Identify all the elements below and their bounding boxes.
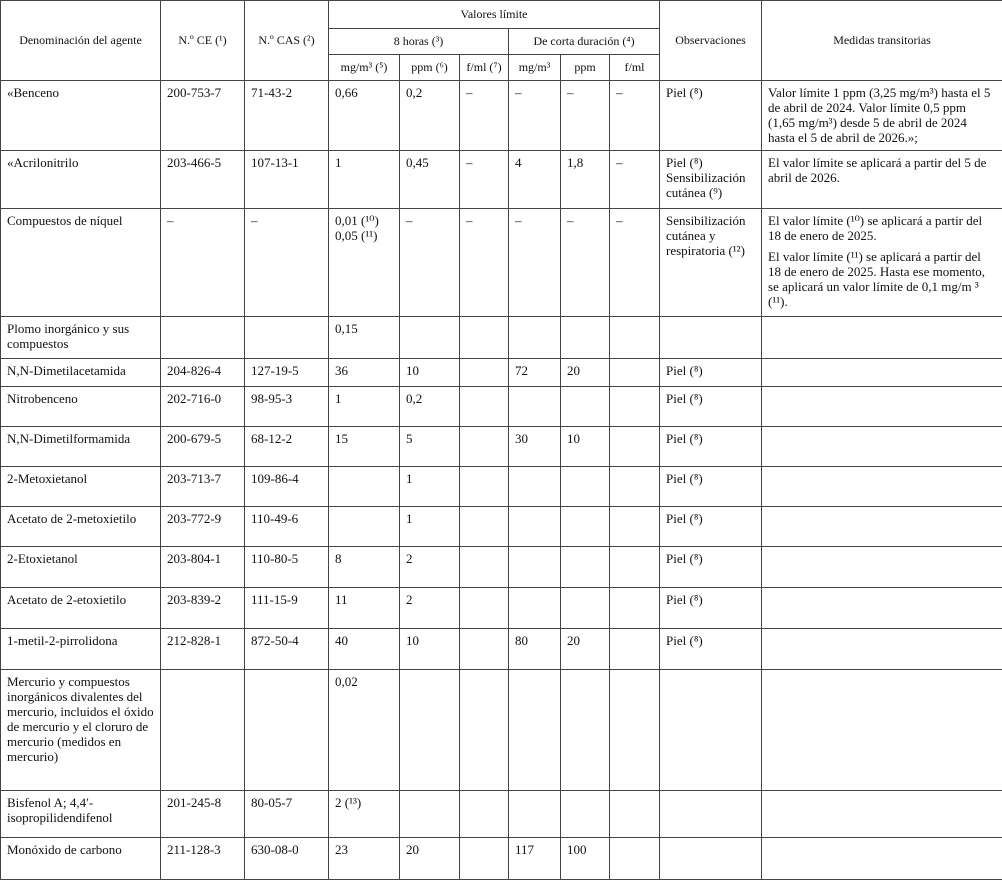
cell-trans	[762, 467, 1002, 507]
cell-ppmst: 20	[561, 359, 610, 387]
cell-obs: Piel (⁸)	[660, 629, 762, 670]
cell-ppm8	[400, 791, 460, 838]
cell-fmlst	[610, 670, 660, 791]
cell-agent: 2-Etoxietanol	[1, 547, 161, 588]
cell-agent: Plomo inorgánico y sus compuestos	[1, 317, 161, 359]
table-row	[1, 427, 1002, 467]
cell-fml8	[460, 588, 509, 629]
cell-ppmst: 1,8	[561, 151, 610, 209]
cell-mg8: 0,02	[329, 670, 400, 791]
cell-cas	[245, 670, 329, 791]
cell-ppm8: 10	[400, 359, 460, 387]
cell-mgst: –	[509, 209, 561, 317]
cell-ppm8: 2	[400, 547, 460, 588]
cell-cas: 111-15-9	[245, 588, 329, 629]
cell-ppmst	[561, 547, 610, 588]
cell-mg8: 15	[329, 427, 400, 467]
cell-ppm8: 0,2	[400, 387, 460, 427]
cell-agent: Bisfenol A; 4,4′-isopropilidendifenol	[1, 791, 161, 838]
cell-mgst	[509, 588, 561, 629]
table-row	[1, 838, 1002, 880]
cell-agent: N,N-Dimetilformamida	[1, 427, 161, 467]
table-row	[1, 547, 1002, 588]
cell-obs: Sensibilización cutánea y respiratoria (¹²)	[660, 209, 762, 317]
cell-cas: 109-86-4	[245, 467, 329, 507]
cell-ppmst	[561, 588, 610, 629]
cell-agent: Acetato de 2-metoxietilo	[1, 507, 161, 547]
cell-mg8: 1	[329, 151, 400, 209]
cell-ppm8: 0,45	[400, 151, 460, 209]
cell-mg8: 8	[329, 547, 400, 588]
cell-cas: 80-05-7	[245, 791, 329, 838]
cell-fml8: –	[460, 209, 509, 317]
cell-cas: 630-08-0	[245, 838, 329, 880]
cell-fmlst	[610, 387, 660, 427]
transitional-note: El valor límite (¹⁰) se aplicará a partir del 18 de enero de 2025.	[768, 213, 983, 243]
cell-ce: 203-804-1	[161, 547, 245, 588]
cell-obs: Piel (⁸)	[660, 359, 762, 387]
cell-fml8	[460, 507, 509, 547]
cell-mgst: 30	[509, 427, 561, 467]
cell-ppmst	[561, 670, 610, 791]
cell-trans	[762, 427, 1002, 467]
cell-mg8: 2 (¹³)	[329, 791, 400, 838]
header-observations: Observaciones	[660, 1, 762, 81]
cell-ppmst	[561, 387, 610, 427]
cell-trans: El valor límite se aplicará a partir del 5 de abril de 2026.	[762, 151, 1002, 209]
cell-mg8	[329, 467, 400, 507]
table-row	[1, 588, 1002, 629]
cell-trans	[762, 670, 1002, 791]
cell-obs	[660, 670, 762, 791]
cell-fmlst	[610, 427, 660, 467]
cell-agent: «Benceno	[1, 81, 161, 151]
cell-obs: Piel (⁸)	[660, 427, 762, 467]
table-row	[1, 791, 1002, 838]
cell-obs	[660, 317, 762, 359]
cell-agent: «Acrilonitrilo	[1, 151, 161, 209]
cell-ce: 200-753-7	[161, 81, 245, 151]
cell-mg8: 0,15	[329, 317, 400, 359]
table-row	[1, 209, 1002, 317]
cell-obs: Piel (⁸)	[660, 387, 762, 427]
cell-mgst	[509, 791, 561, 838]
cell-ppmst: 10	[561, 427, 610, 467]
table-row	[1, 359, 1002, 387]
cell-mg8: 0,66	[329, 81, 400, 151]
cell-ppm8	[400, 317, 460, 359]
cell-agent: N,N-Dimetilacetamida	[1, 359, 161, 387]
cell-trans	[762, 317, 1002, 359]
header-mgst: mg/m³	[509, 55, 561, 81]
table-row	[1, 81, 1002, 151]
cell-mgst	[509, 507, 561, 547]
cell-obs	[660, 791, 762, 838]
cell-obs: Piel (⁸)	[660, 467, 762, 507]
cell-ppmst: –	[561, 81, 610, 151]
header-mg8: mg/m³ (⁵)	[329, 55, 400, 81]
cell-trans	[762, 791, 1002, 838]
cell-mgst	[509, 387, 561, 427]
cell-ppm8: –	[400, 209, 460, 317]
cell-obs: Piel (⁸)	[660, 507, 762, 547]
cell-fmlst	[610, 629, 660, 670]
cell-ppmst: 20	[561, 629, 610, 670]
cell-fmlst: –	[610, 81, 660, 151]
cell-trans	[762, 359, 1002, 387]
header-ppmst: ppm	[561, 55, 610, 81]
cell-mgst: 80	[509, 629, 561, 670]
cell-fmlst	[610, 838, 660, 880]
cell-mgst: –	[509, 81, 561, 151]
cell-fmlst	[610, 791, 660, 838]
cell-ce: 200-679-5	[161, 427, 245, 467]
header-transitional: Medidas transitorias	[762, 1, 1002, 81]
cell-mgst	[509, 670, 561, 791]
cell-mgst: 72	[509, 359, 561, 387]
cell-fml8	[460, 467, 509, 507]
cell-ce: –	[161, 209, 245, 317]
cell-trans	[762, 547, 1002, 588]
table-row	[1, 317, 1002, 359]
cell-obs: Piel (⁸)	[660, 547, 762, 588]
cell-trans	[762, 838, 1002, 880]
cell-fmlst	[610, 317, 660, 359]
cell-cas	[245, 317, 329, 359]
cell-obs	[660, 838, 762, 880]
cell-mgst	[509, 467, 561, 507]
table-row	[1, 151, 1002, 209]
cell-ce: 201-245-8	[161, 791, 245, 838]
cell-ppmst: –	[561, 209, 610, 317]
cell-fml8	[460, 427, 509, 467]
cell-ce: 211-128-3	[161, 838, 245, 880]
cell-ce: 212-828-1	[161, 629, 245, 670]
header-ce: N.º CE (¹)	[161, 1, 245, 81]
header-limit-values: Valores límite	[329, 1, 660, 29]
cell-ppmst	[561, 467, 610, 507]
header-agent: Denominación del agente	[1, 1, 161, 81]
cell-fml8	[460, 387, 509, 427]
cell-cas: 68-12-2	[245, 427, 329, 467]
cell-cas: 110-49-6	[245, 507, 329, 547]
cell-ce: 204-826-4	[161, 359, 245, 387]
cell-ppmst	[561, 507, 610, 547]
cell-ppm8: 5	[400, 427, 460, 467]
cell-mg8: 40	[329, 629, 400, 670]
header-short-term: De corta duración (⁴)	[509, 29, 660, 55]
cell-obs: Piel (⁸) Sensibilización cutánea (⁹)	[660, 151, 762, 209]
cell-fml8	[460, 791, 509, 838]
table-row	[1, 507, 1002, 547]
cell-ppmst	[561, 317, 610, 359]
cell-mgst: 4	[509, 151, 561, 209]
table-row	[1, 629, 1002, 670]
cell-agent: Nitrobenceno	[1, 387, 161, 427]
table-row	[1, 387, 1002, 427]
cell-ppm8	[400, 670, 460, 791]
cell-fmlst	[610, 507, 660, 547]
cell-trans	[762, 507, 1002, 547]
cell-trans	[762, 209, 1002, 317]
cell-ppm8: 10	[400, 629, 460, 670]
cell-trans	[762, 588, 1002, 629]
cell-fml8	[460, 629, 509, 670]
cell-agent: Monóxido de carbono	[1, 838, 161, 880]
header-ppm8: ppm (⁶)	[400, 55, 460, 81]
cell-fmlst	[610, 467, 660, 507]
cell-trans	[762, 387, 1002, 427]
cell-cas: 127-19-5	[245, 359, 329, 387]
cell-ppmst: 100	[561, 838, 610, 880]
cell-cas: 98-95-3	[245, 387, 329, 427]
cell-ce: 203-772-9	[161, 507, 245, 547]
cell-fml8: –	[460, 151, 509, 209]
cell-fmlst	[610, 588, 660, 629]
table-row	[1, 467, 1002, 507]
cell-fmlst	[610, 359, 660, 387]
header-fmlst: f/ml	[610, 55, 660, 81]
cell-agent: 2-Metoxietanol	[1, 467, 161, 507]
cell-mgst	[509, 317, 561, 359]
cell-ppm8: 1	[400, 467, 460, 507]
cell-cas: 107-13-1	[245, 151, 329, 209]
header-fml8: f/ml (⁷)	[460, 55, 509, 81]
cell-mg8: 11	[329, 588, 400, 629]
cell-trans	[762, 629, 1002, 670]
cell-mgst: 117	[509, 838, 561, 880]
cell-fmlst: –	[610, 151, 660, 209]
cell-cas: 71-43-2	[245, 81, 329, 151]
cell-fml8	[460, 838, 509, 880]
cell-mg8: 36	[329, 359, 400, 387]
header-cas: N.º CAS (²)	[245, 1, 329, 81]
cell-fmlst: –	[610, 209, 660, 317]
cell-agent: Acetato de 2-etoxietilo	[1, 588, 161, 629]
cell-ce: 202-716-0	[161, 387, 245, 427]
cell-agent: 1-metil-2-pirrolidona	[1, 629, 161, 670]
header-eight-hours: 8 horas (³)	[329, 29, 509, 55]
cell-obs: Piel (⁸)	[660, 588, 762, 629]
cell-ce: 203-713-7	[161, 467, 245, 507]
cell-mg8: 23	[329, 838, 400, 880]
cell-trans: Valor límite 1 ppm (3,25 mg/m³) hasta el 5 de abril de 2024. Valor límite 0,5 ppm (1,65 mg/m³) desde 5 de abril de 2024 hasta el 5 de abril de 2026.»;	[762, 81, 1002, 151]
cell-cas: 872-50-4	[245, 629, 329, 670]
cell-mg8	[329, 507, 400, 547]
cell-ppm8: 0,2	[400, 81, 460, 151]
table-row	[1, 670, 1002, 791]
cell-fml8	[460, 317, 509, 359]
cell-ce	[161, 317, 245, 359]
transitional-note: El valor límite (¹¹) se aplicará a partir del 18 de enero de 2025. Hasta ese momento, se aplicará un valor límite de 0,1 mg/m ³ (¹¹).	[768, 249, 985, 309]
cell-cas: –	[245, 209, 329, 317]
cell-ce: 203-466-5	[161, 151, 245, 209]
cell-cas: 110-80-5	[245, 547, 329, 588]
cell-fml8	[460, 670, 509, 791]
cell-agent: Mercurio y compuestos inorgánicos divalentes del mercurio, incluidos el óxido de mercurio y el cloruro de mercurio (medidos en mercurio)	[1, 670, 161, 791]
cell-ce	[161, 670, 245, 791]
cell-ppm8: 20	[400, 838, 460, 880]
cell-mg8: 0,01 (¹⁰) 0,05 (¹¹)	[329, 209, 400, 317]
cell-fml8	[460, 359, 509, 387]
cell-ppm8: 2	[400, 588, 460, 629]
cell-ppmst	[561, 791, 610, 838]
cell-ppm8: 1	[400, 507, 460, 547]
cell-obs: Piel (⁸)	[660, 81, 762, 151]
cell-fml8: –	[460, 81, 509, 151]
cell-mg8: 1	[329, 387, 400, 427]
cell-fml8	[460, 547, 509, 588]
cell-fmlst	[610, 547, 660, 588]
cell-agent: Compuestos de níquel	[1, 209, 161, 317]
cell-ce: 203-839-2	[161, 588, 245, 629]
cell-mgst	[509, 547, 561, 588]
